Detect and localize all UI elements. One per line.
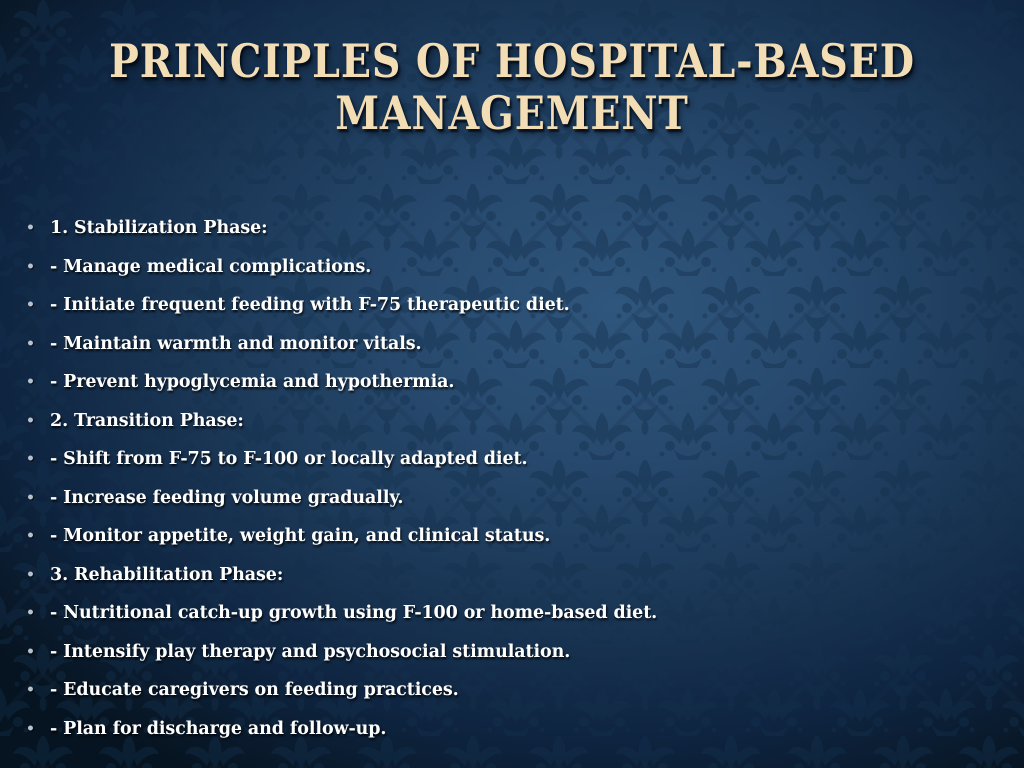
bullet-dot-icon: •: [26, 489, 35, 506]
bullet-dot-icon: •: [26, 682, 35, 699]
bullet-text: - Intensify play therapy and psychosocial stimulation.: [50, 641, 571, 662]
bullet-dot-icon: •: [26, 566, 35, 583]
list-item: [26, 286, 1008, 325]
bullet-text: - Manage medical complications.: [50, 256, 372, 277]
bullet-text: - Plan for discharge and follow-up.: [50, 718, 387, 739]
bullet-dot-icon: •: [26, 412, 35, 429]
list-item: [26, 402, 1008, 441]
bullet-text: - Prevent hypoglycemia and hypothermia.: [50, 372, 455, 393]
bullet-text: - Maintain warmth and monitor vitals.: [50, 333, 422, 354]
bullet-text: - Initiate frequent feeding with F-75 therapeutic diet.: [50, 295, 570, 316]
list-item: [26, 440, 1008, 479]
page-title-line-2: MANAGEMENT: [335, 85, 689, 140]
list-item: [26, 710, 1008, 749]
bullet-text: 1. Stabilization Phase:: [50, 218, 268, 239]
list-item: [26, 363, 1008, 402]
bullet-list: [26, 209, 1008, 748]
bullet-dot-icon: •: [26, 220, 35, 237]
bullet-text: 3. Rehabilitation Phase:: [50, 564, 284, 585]
list-item: [26, 479, 1008, 518]
list-item: [26, 633, 1008, 672]
bullet-dot-icon: •: [26, 605, 35, 622]
bullet-dot-icon: •: [26, 643, 35, 660]
bullet-text: - Increase feeding volume gradually.: [50, 487, 404, 508]
bullet-text: - Nutritional catch-up growth using F-100 or home-based diet.: [50, 603, 658, 624]
bullet-dot-icon: •: [26, 720, 35, 737]
bullet-dot-icon: •: [26, 451, 35, 468]
page-title: [72, 36, 953, 139]
bullet-text: 2. Transition Phase:: [50, 410, 244, 431]
list-item: [26, 671, 1008, 710]
bullet-text: - Educate caregivers on feeding practices.: [50, 680, 459, 701]
list-item: [26, 556, 1008, 595]
bullet-text: - Shift from F-75 to F-100 or locally adapted diet.: [50, 449, 528, 470]
bullet-dot-icon: •: [26, 335, 35, 352]
list-item: [26, 248, 1008, 287]
list-item: [26, 517, 1008, 556]
list-item: [26, 325, 1008, 364]
page-title-line-1: PRINCIPLES OF HOSPITAL-BASED: [109, 34, 915, 88]
bullet-dot-icon: •: [26, 528, 35, 545]
bullet-dot-icon: •: [26, 297, 35, 314]
list-item: [26, 209, 1008, 248]
bullet-dot-icon: •: [26, 374, 35, 391]
list-item: [26, 594, 1008, 633]
bullet-dot-icon: •: [26, 258, 35, 275]
bullet-text: - Monitor appetite, weight gain, and clinical status.: [50, 526, 551, 547]
